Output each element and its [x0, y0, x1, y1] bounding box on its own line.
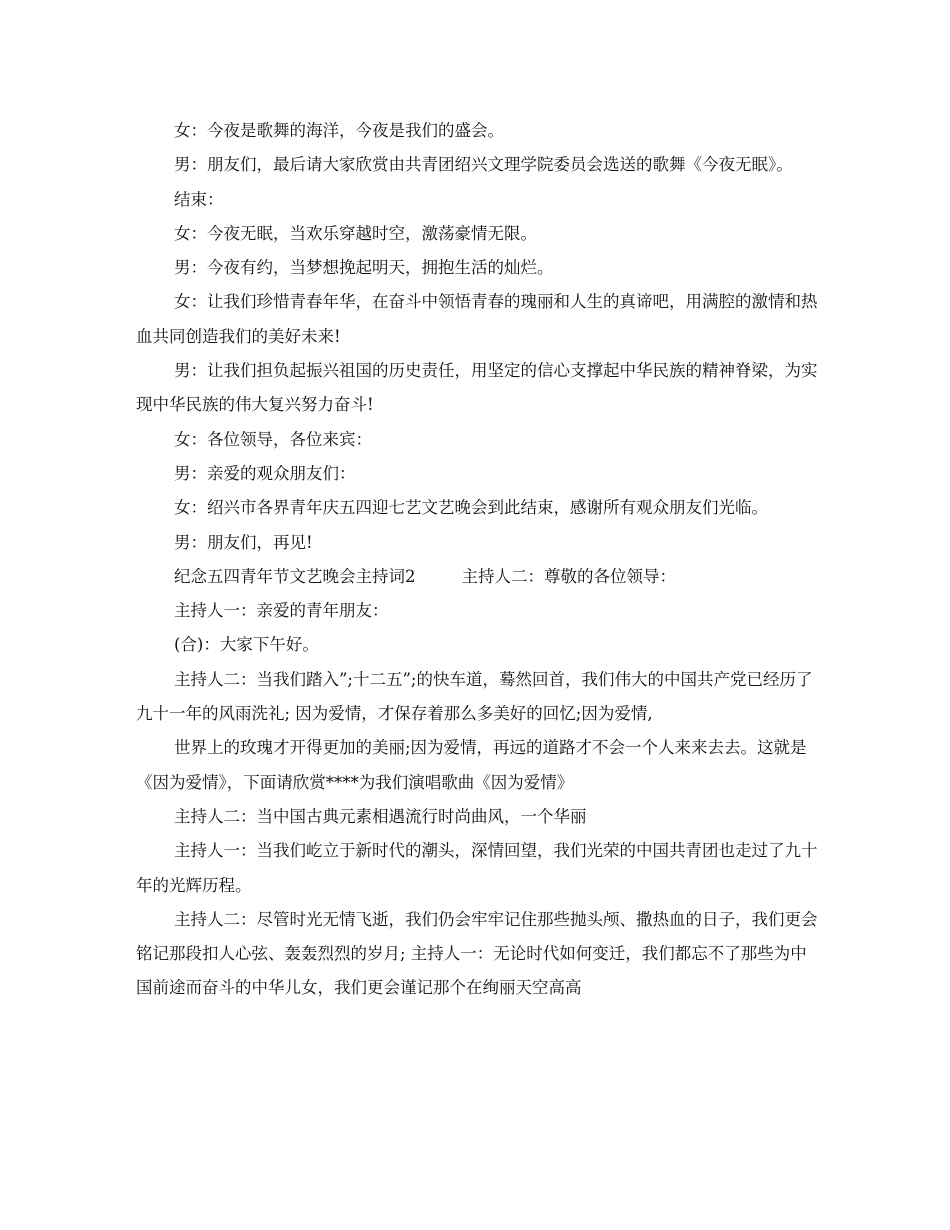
paragraph: 男：让我们担负起振兴祖国的历史责任，用坚定的信心支撑起中华民族的精神脊梁，为实现中华民族的伟大复兴努力奋斗!: [136, 361, 818, 415]
paragraph: 世界上的玫瑰才开得更加的美丽;因为爱情，再远的道路才不会一个人来来去去。这就是《因为爱情》，下面请欣赏****为我们演唱歌曲《因为爱情》: [136, 738, 807, 792]
paragraph: 女：让我们珍惜青春年华，在奋斗中领悟青春的瑰丽和人生的真谛吧，用满腔的激情和热血共同创造我们的美好未来!: [136, 292, 818, 346]
document-body: [136, 114, 818, 1006]
host-line: 主持人二：尊敬的各位领导：: [461, 566, 676, 586]
section-title-line: [136, 560, 818, 594]
paragraph: 主持人一：当我们屹立于新时代的潮头，深情回望，我们光荣的中国共青团也走过了九十年的光辉历程。: [136, 841, 818, 895]
paragraph: 主持人二：尽管时光无情飞逝，我们仍会牢牢记住那些抛头颅、撒热血的日子，我们更会铭记那段扣人心弦、轰轰烈烈的岁月; 主持人一：无论时代如何变迁，我们都忘不了那些为中国前途而奋斗的中华儿女，我们更会谨记那个在绚丽天空高高: [136, 909, 818, 998]
section-title: 纪念五四青年节文艺晚会主持词2: [174, 566, 416, 586]
paragraph: 主持人二：当我们踏入”;十二五”;的快车道，蓦然回首，我们伟大的中国共产党已经历了九十一年的风雨洗礼; 因为爱情，才保存着那么多美好的回忆;因为爱情,: [136, 669, 813, 724]
paragraph: 女：今夜无眠，当欢乐穿越时空，激荡豪情无限。: [174, 223, 537, 243]
paragraph: 主持人二：当中国古典元素相遇流行时尚曲风，一个华丽: [174, 806, 587, 826]
paragraph: 结束：: [174, 189, 224, 209]
paragraph: 女：今夜是歌舞的海洋，今夜是我们的盛会。: [174, 121, 504, 140]
paragraph: 男：朋友们，再见!: [174, 532, 313, 552]
paragraph: 男：今夜有约，当梦想挽起明天，拥抱生活的灿烂。: [174, 258, 554, 278]
paragraph: 男：亲爱的观众朋友们：: [174, 463, 356, 483]
paragraph: 女：各位领导，各位来宾：: [174, 429, 372, 449]
paragraph: (合)：大家下午好。: [174, 635, 319, 655]
paragraph: 男：朋友们，最后请大家欣赏由共青团绍兴文理学院委员会选送的歌舞《今夜无眠》。: [174, 155, 793, 175]
paragraph: 女：绍兴市各界青年庆五四迎七艺文艺晚会到此结束，感谢所有观众朋友们光临。: [174, 498, 768, 518]
paragraph: 主持人一：亲爱的青年朋友：: [174, 601, 389, 621]
